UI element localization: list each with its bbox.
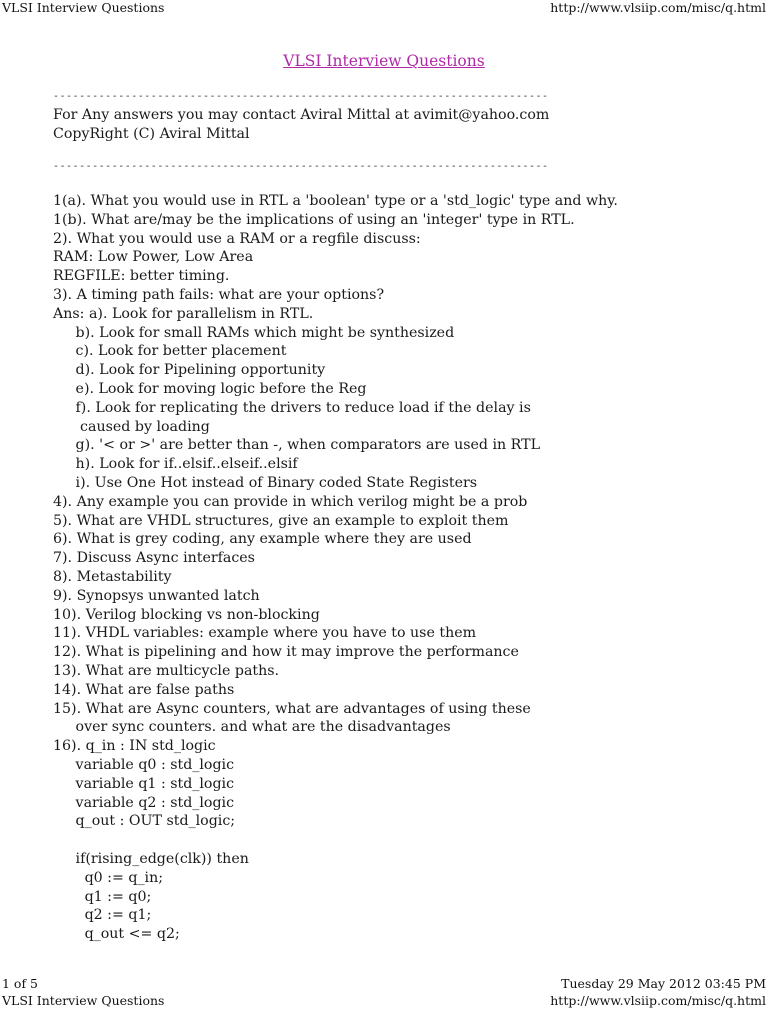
question-line: variable q0 : std_logic bbox=[53, 757, 235, 773]
question-line: c). Look for better placement bbox=[53, 343, 287, 360]
question-line: variable q2 : std_logic bbox=[53, 794, 235, 811]
question-line: q1 := q0; bbox=[53, 888, 152, 905]
print-footer bbox=[0, 976, 768, 991]
question-line: q_out <= q2; bbox=[53, 926, 180, 943]
print-footer-secondary bbox=[0, 993, 768, 1008]
question-line: d). Look for Pipelining opportunity bbox=[53, 362, 326, 379]
contact-line: For Any answers you may contact Aviral Mittal at avimit@yahoo.com bbox=[53, 107, 550, 123]
question-line: caused by loading bbox=[53, 418, 210, 435]
separator-line: ---------------------------------------------------------------------------- bbox=[53, 162, 549, 172]
question-line: 13). What are multicycle paths. bbox=[53, 663, 280, 679]
print-header-url[interactable]: http://www.vlsiip.com/misc/q.html bbox=[550, 0, 766, 15]
question-line: 8). Metastability bbox=[53, 569, 172, 585]
question-line: 1(a). What you would use in RTL a 'boolean' type or a 'std_logic' type and why. bbox=[53, 193, 618, 209]
question-line: 4). Any example you can provide in which verilog might be a prob bbox=[53, 493, 528, 510]
page-number: 1 of 5 bbox=[2, 976, 39, 991]
question-line: if(rising_edge(clk)) then bbox=[53, 851, 249, 867]
question-line: 11). VHDL variables: example where you have to use them bbox=[53, 625, 477, 642]
question-line: 2). What you would use a RAM or a regfile discuss: bbox=[53, 230, 421, 247]
question-line: 7). Discuss Async interfaces bbox=[53, 550, 255, 567]
question-line: e). Look for moving logic before the Reg bbox=[53, 381, 367, 397]
question-line: i). Use One Hot instead of Binary coded State Registers bbox=[53, 475, 478, 491]
print-footer-title: VLSI Interview Questions bbox=[2, 993, 165, 1008]
print-header-title: VLSI Interview Questions bbox=[2, 0, 165, 15]
question-line: 3). A timing path fails: what are your options? bbox=[53, 287, 385, 303]
question-line: b). Look for small RAMs which might be synthesized bbox=[53, 324, 455, 341]
separator-line: ---------------------------------------------------------------------------- bbox=[53, 92, 549, 102]
question-line: q_out : OUT std_logic; bbox=[53, 813, 236, 830]
question-line: variable q1 : std_logic bbox=[53, 775, 235, 792]
question-line: 15). What are Async counters, what are advantages of using these bbox=[53, 700, 531, 717]
question-line: 12). What is pipelining and how it may improve the performance bbox=[53, 644, 519, 661]
question-line: g). '< or >' are better than -, when comparators are used in RTL bbox=[53, 437, 541, 454]
question-line: Ans: a). Look for parallelism in RTL. bbox=[53, 305, 314, 322]
question-line: 14). What are false paths bbox=[53, 681, 235, 698]
print-header bbox=[0, 0, 768, 15]
question-line: RAM: Low Power, Low Area bbox=[53, 249, 254, 266]
question-line: 16). q_in : IN std_logic bbox=[53, 738, 216, 755]
copyright-line: CopyRight (C) Aviral Mittal bbox=[53, 126, 250, 142]
page-title[interactable]: VLSI Interview Questions bbox=[283, 52, 485, 70]
question-line: over sync counters. and what are the disadvantages bbox=[53, 719, 451, 736]
question-line: 9). Synopsys unwanted latch bbox=[53, 587, 260, 604]
question-line: f). Look for replicating the drivers to reduce load if the delay is bbox=[53, 399, 531, 416]
question-line: h). Look for if..elsif..elseif..elsif bbox=[53, 456, 298, 473]
question-line: q0 := q_in; bbox=[53, 869, 163, 886]
question-line: 5). What are VHDL structures, give an example to exploit them bbox=[53, 512, 509, 529]
question-line: 6). What is grey coding, any example where they are used bbox=[53, 531, 472, 548]
question-line: REGFILE: better timing. bbox=[53, 268, 230, 285]
question-line: 10). Verilog blocking vs non-blocking bbox=[53, 606, 320, 623]
question-line: q2 := q1; bbox=[53, 907, 152, 924]
question-line: 1(b). What are/may be the implications of using an 'integer' type in RTL. bbox=[53, 211, 575, 228]
print-footer-url[interactable]: http://www.vlsiip.com/misc/q.html bbox=[550, 993, 766, 1008]
print-datetime: Tuesday 29 May 2012 03:45 PM bbox=[561, 976, 766, 991]
